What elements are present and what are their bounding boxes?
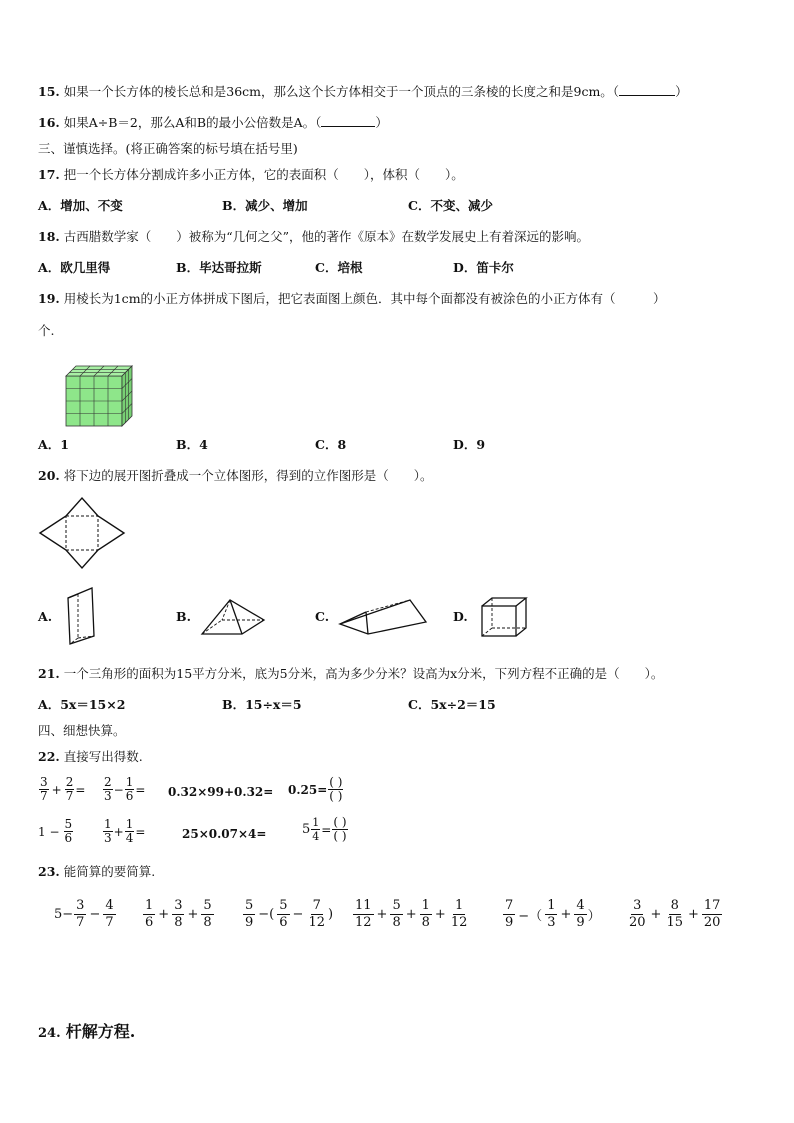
answer-blank[interactable] [619,95,675,96]
option-a-label[interactable]: A. [38,609,53,624]
question-number: 18. [38,229,60,244]
question-number: 23. [38,864,60,879]
option-d[interactable]: D．笛卡尔 [453,260,514,275]
question-text: 用棱长为1cm的小正方体拼成下图后，把它表面图上颜色．其中每个面都没有被涂色的小正方体有（ ） [63,291,666,306]
option-d-label[interactable]: D. [453,609,468,624]
option-b-label[interactable]: B. [176,609,191,624]
triangular-prism-lying-figure[interactable] [338,598,428,636]
question-text: 杆解方程. [65,1022,136,1041]
question-number: 22. [38,749,60,764]
net-diagram [40,498,124,568]
option-a[interactable]: A．增加、不变 [38,198,123,213]
question-text: 一个三角形的面积为15平方分米，底为5分米，高为多少分米？设高为x分米，下列方程不正确的是（ ）。 [63,666,664,681]
question-22 [38,749,143,765]
question-19 [38,291,666,307]
question-text: 直接写出得数. [63,749,143,764]
simplify-expression-1: 5− $\frac{3}{7}$ − $\frac{4}{7}$ [54,898,114,930]
question-text: 将下边的展开图折叠成一个立体图形，得到的立作图形是（ ）。 [63,468,433,483]
question-17 [38,167,464,183]
simplify-expression-4: $\frac{11}{12}$ + $\frac{5}{8}$ + $\frac{1}{8}$ + $\frac{1}{12}$ [355,898,468,930]
question-18 [38,229,589,245]
simplify-expression-5: $\frac{7}{9}$ −（ $\frac{1}{3}$ + $\frac{4}{9}$ ） [505,898,601,930]
question-23 [38,864,155,880]
simplify-expression-2: $\frac{1}{6}$ + $\frac{3}{8}$ + $\frac{5}{8}$ [145,898,212,930]
option-b[interactable]: B．4 [176,437,208,452]
option-a[interactable]: A．5x＝15×2 [38,697,126,712]
question-19-continuation: 个. [38,323,55,338]
question-text: 能简算的要简算. [63,864,156,879]
calc-item: $\frac{1}{3}$ + $\frac{1}{4}$ = [104,817,146,845]
bracket-close: ） [375,115,388,130]
question-number: 20. [38,468,60,483]
question-number: 21. [38,666,60,681]
question-15 [38,84,688,100]
option-b[interactable]: B．减少、增加 [222,198,308,213]
question-text: 如果一个长方体的棱长总和是36cm，那么这个长方体相交于一个顶点的三条棱的长度之和是9cm。（ [63,84,620,99]
answer-blank[interactable] [321,126,375,127]
question-text: 把一个长方体分割成许多小正方体，它的表面积（ ），体积（ ）。 [63,167,464,182]
option-a[interactable]: A．1 [38,437,69,452]
calc-item: $\frac{2}{3}$ − $\frac{1}{6}$ = [104,775,146,803]
option-d[interactable]: D．9 [453,437,486,452]
square-pyramid-figure[interactable] [200,598,268,638]
calc-item: 25×0.07×4= [182,827,267,841]
cube-figure[interactable] [480,596,528,638]
question-text: 如果A÷B＝2，那么A和B的最小公倍数是A。（ [63,115,322,130]
section-heading-3: 三、谨慎选择。(将正确答案的标号填在括号里) [38,141,298,156]
simplify-expression-3: $\frac{5}{9}$ −( $\frac{5}{6}$ − $\frac{7}{12}$ ) [245,898,334,930]
calc-item: 0.32×99+0.32= [168,785,274,799]
question-16 [38,115,388,131]
question-20 [38,468,433,484]
question-text: 古西腊数学家（ ）被称为“几何之父”，他的著作《原本》在数学发展史上有着深远的影响。 [63,229,590,244]
option-c[interactable]: C．5x÷2＝15 [408,697,496,712]
calc-item: $\frac{3}{7}$ + $\frac{2}{7}$ = [40,775,86,803]
question-number: 19. [38,291,60,306]
option-b[interactable]: B．毕达哥拉斯 [176,260,262,275]
question-number: 15. [38,84,60,99]
question-number: 24. [38,1026,61,1041]
simplify-expression-6: $\frac{3}{20}$ + $\frac{8}{15}$ + $\frac{17}{20}$ [629,898,721,930]
option-c[interactable]: C．不变、减少 [408,198,493,213]
question-number: 17. [38,167,60,182]
triangular-prism-upright-figure[interactable] [64,586,98,646]
bracket-close: ） [675,84,688,99]
option-c[interactable]: C．8 [315,437,347,452]
option-c-label[interactable]: C. [315,609,330,624]
question-number: 16. [38,115,60,130]
calc-item: 5 $\frac{1}{4}$ = $\frac{( )}{( )}$ [302,815,347,843]
option-a[interactable]: A．欧几里得 [38,260,111,275]
cube-stack-figure [66,366,138,428]
section-heading-4: 四、细想快算。 [38,723,126,738]
option-c[interactable]: C．培根 [315,260,363,275]
calc-item: 1 − $\frac{5}{6}$ [38,817,73,845]
calc-item: 0.25= $\frac{( )}{( )}$ [288,775,343,803]
question-21 [38,666,663,682]
option-b[interactable]: B．15÷x＝5 [222,697,302,712]
question-24 [38,1022,135,1044]
